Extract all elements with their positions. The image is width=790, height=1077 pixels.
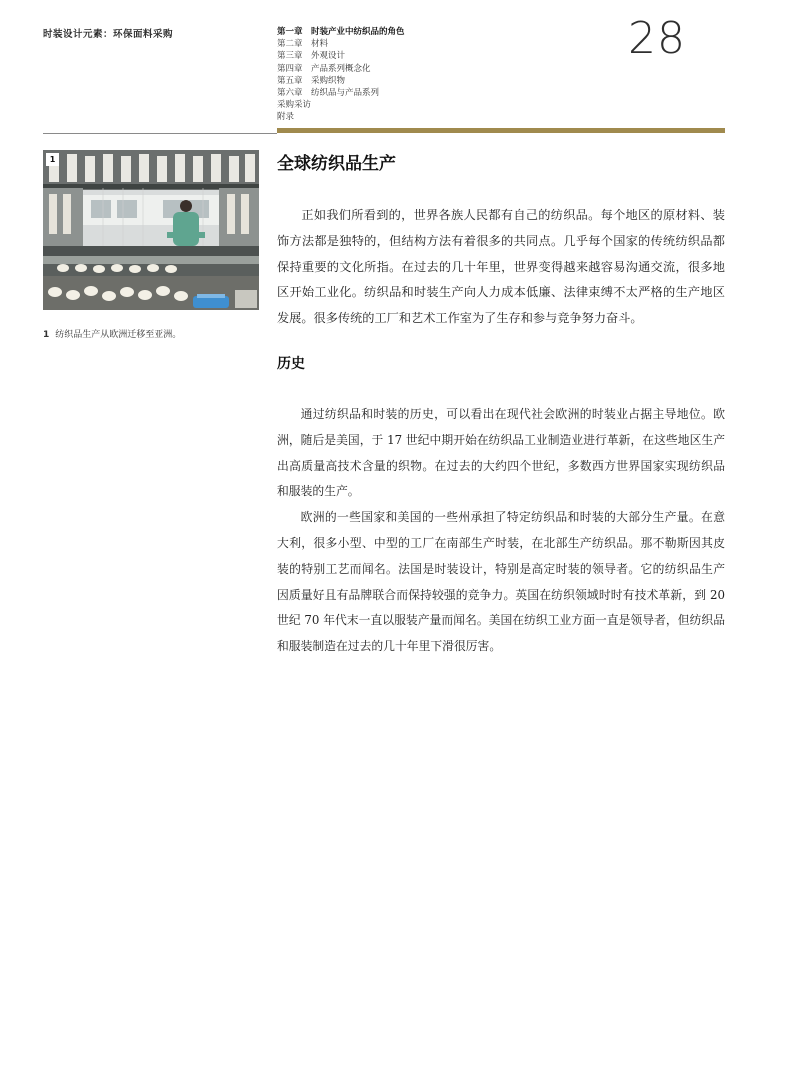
- toc-item-appendix[interactable]: 附录: [277, 112, 295, 123]
- figure-photo: [43, 150, 259, 310]
- chapter-toc: [277, 26, 405, 124]
- history-heading: 历史: [277, 356, 305, 372]
- intro-paragraph: 正如我们所看到的，世界各族人民都有自己的纺织品。每个地区的原材料、装饰方法都是独特的，但结构方法有着很多的共同点。几乎每个国家的传统纺织品都保持重要的文化所指。在过去的几十年里，世界变得越来越容易沟通交流，很多地区开始工业化。纺织品和时装生产向人力成本低廉、法律束缚不太严格的生产地区发展。很多传统的工厂和艺术工作室为了生存和参与竞争努力奋斗。: [277, 208, 725, 326]
- figure-number-badge: 1: [46, 153, 59, 166]
- page-number: 28: [628, 13, 686, 64]
- toc-item-chapter-2[interactable]: 第二章 材料: [277, 39, 329, 50]
- caption-text: 纺织品生产从欧洲迁移至亚洲。: [55, 330, 182, 340]
- toc-item-chapter-5[interactable]: 第五章 采购织物: [277, 75, 346, 86]
- toc-item-chapter-1[interactable]: 第一章 时装产业中纺织品的角色: [277, 27, 405, 37]
- caption-number: 1: [43, 330, 50, 340]
- history-paragraph-2: 欧洲的一些国家和美国的一些州承担了特定纺织品和时装的大部分生产量。在意大利，很多小型、中型的工厂在南部生产时装，在北部生产纺织品。那不勒斯因其皮装的特别工艺而闻名。法国是时装设计，特别是高定时装的领导者。它的纺织品生产因质量好且有品牌联合而保持较强的竞争力。英国在纺织领域时时有技术革新，到 20 世纪 70 年代末一直以服装产量而闻名。美国在纺织工业方面一直是领导者，但纺织品和服装制造在过去的几十年里下滑很厉害。: [277, 510, 725, 654]
- section-title: 全球纺织品生产: [277, 154, 396, 174]
- header-accent-bar: [277, 128, 725, 133]
- toc-item-chapter-4[interactable]: 第四章 产品系列概念化: [277, 63, 371, 74]
- intro-text: [277, 203, 725, 332]
- history-paragraph-1: 通过纺织品和时装的历史，可以看出在现代社会欧洲的时装业占据主导地位。欧洲，随后是美国，于 17 世纪中期开始在纺织品工业制造业进行革新，在这些地区生产出高质量高技术含量的织物。在过去的大约四个世纪，多数西方世界国家实现纺织品和服装的生产。: [277, 407, 725, 499]
- textile-factory-photo: [43, 150, 259, 310]
- book-title: 时装设计元素：环保面料采购: [43, 29, 174, 40]
- toc-item-interviews[interactable]: 采购采访: [277, 100, 312, 111]
- header-divider-line: [43, 133, 277, 134]
- history-body: [277, 402, 725, 660]
- figure-caption: [43, 327, 181, 340]
- toc-item-chapter-3[interactable]: 第三章 外观设计: [277, 51, 346, 62]
- toc-item-chapter-6[interactable]: 第六章 纺织品与产品系列: [277, 88, 380, 99]
